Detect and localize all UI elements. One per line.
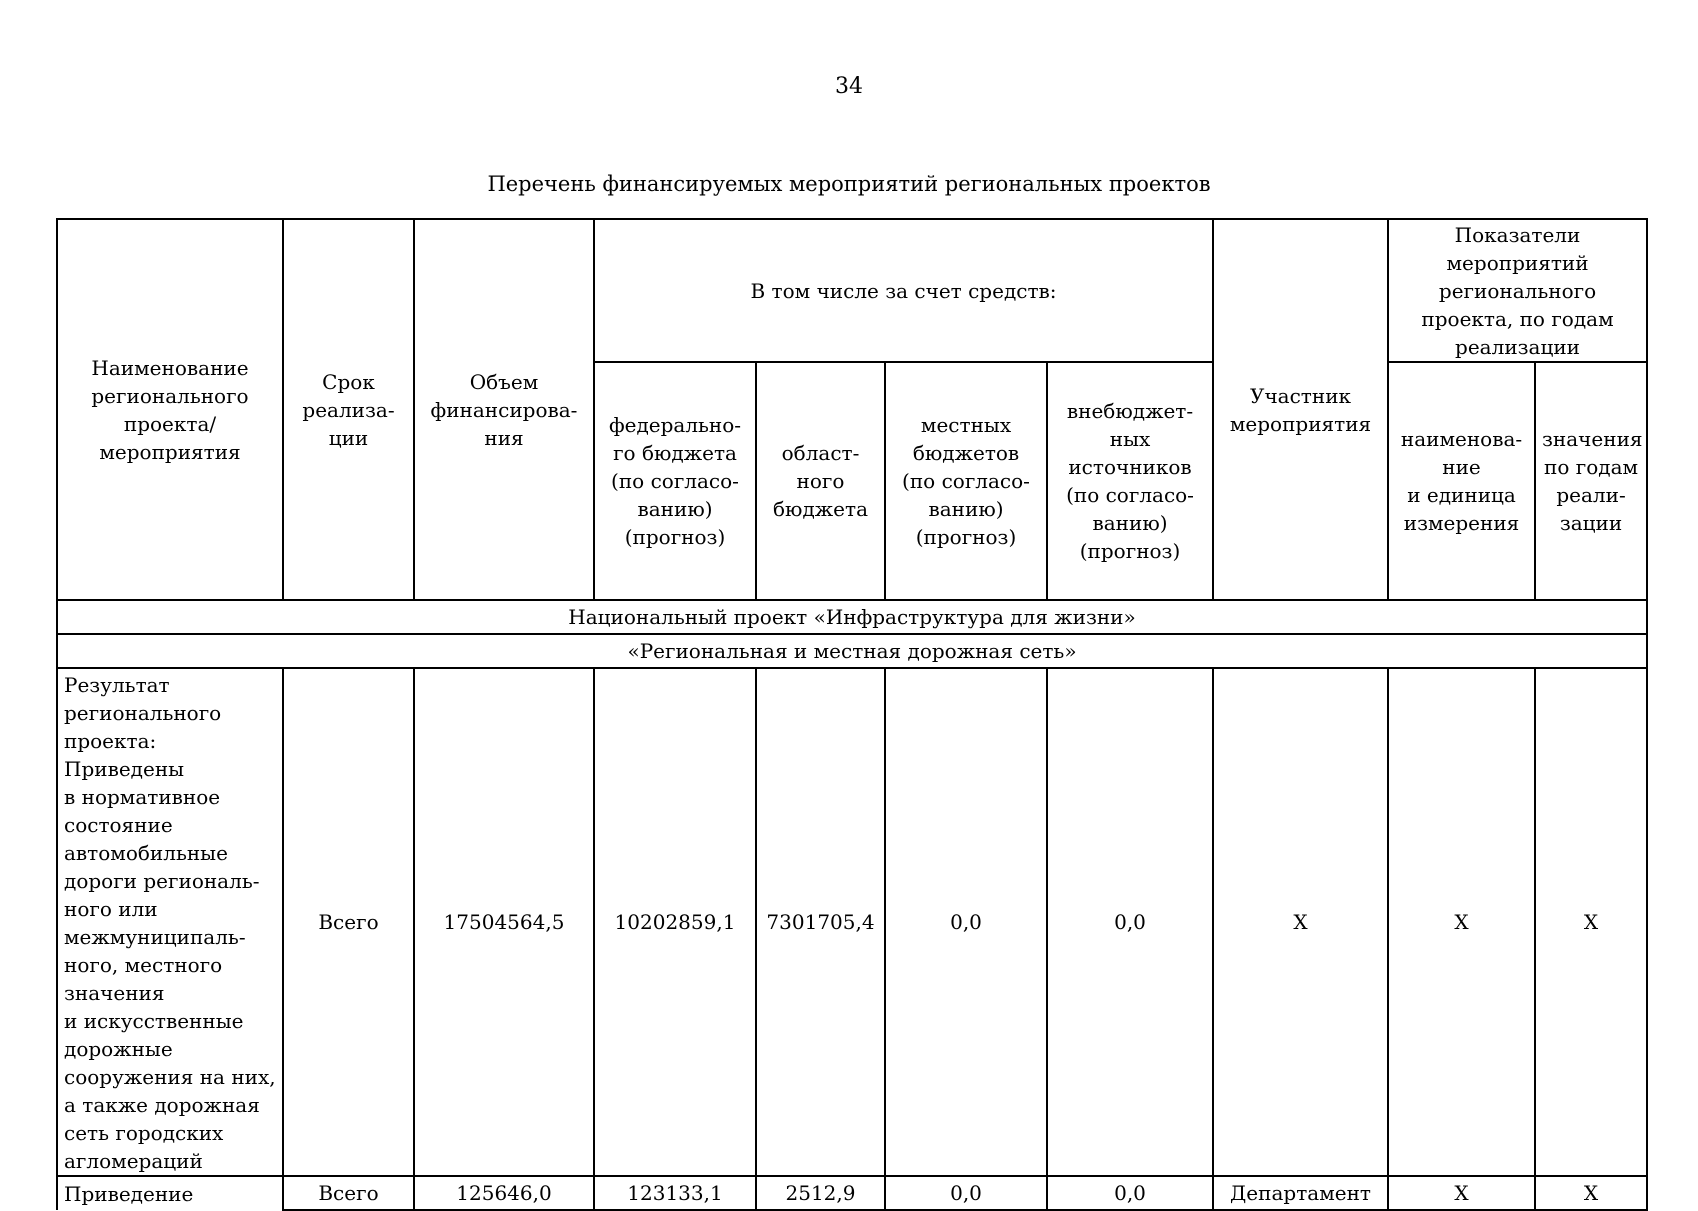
- page-number: 34: [835, 74, 863, 99]
- row-term: Всего: [283, 668, 414, 1176]
- row-indicator-values: X: [1535, 1176, 1647, 1210]
- header-name: Наименование регионального проекта/ мероприятия: [57, 219, 283, 600]
- row-federal: 10202859,1: [594, 668, 756, 1176]
- row-volume: 125646,0: [414, 1176, 594, 1210]
- row-regional: 2512,9: [756, 1176, 885, 1210]
- header-indicators: Показатели мероприятий регионального проекта, по годам реализации: [1388, 219, 1647, 362]
- header-indicator-values: значения по годам реали- зации: [1535, 362, 1647, 600]
- row-extrabudget: 0,0: [1047, 1176, 1213, 1210]
- table-row: [57, 1176, 1647, 1210]
- header-federal: федерально- го бюджета (по согласо- ванию) (прогноз): [594, 362, 756, 600]
- row-indicator-values: X: [1535, 668, 1647, 1176]
- row-volume: 17504564,5: [414, 668, 594, 1176]
- row-name: Результат регионального проекта: Приведены в нормативное состояние автомобильные дороги региональ- ного или межмуниципаль- ного, местного значения и искусственные дорожные сооружения на них, а также дорожная сеть городских агломераций: [57, 668, 283, 1176]
- row-indicator-name: X: [1388, 668, 1535, 1176]
- header-volume: Объем финансирова- ния: [414, 219, 594, 600]
- row-extrabudget: 0,0: [1047, 668, 1213, 1176]
- table-row: [57, 668, 1647, 1176]
- row-participant: Департамент: [1213, 1176, 1388, 1210]
- row-regional: 7301705,4: [756, 668, 885, 1176]
- header-including: В том числе за счет средств:: [594, 219, 1213, 362]
- row-term: Всего: [283, 1176, 414, 1210]
- document-title: Перечень финансируемых мероприятий региональных проектов: [487, 172, 1211, 196]
- row-name: Приведение: [57, 1176, 283, 1210]
- header-indicator-name: наименова- ние и единица измерения: [1388, 362, 1535, 600]
- row-indicator-name: X: [1388, 1176, 1535, 1210]
- header-local: местных бюджетов (по согласо- ванию) (прогноз): [885, 362, 1047, 600]
- row-local: 0,0: [885, 668, 1047, 1176]
- row-participant: X: [1213, 668, 1388, 1176]
- financing-table: [56, 218, 1648, 1211]
- header-participant: Участник мероприятия: [1213, 219, 1388, 600]
- row-federal: 123133,1: [594, 1176, 756, 1210]
- row-local: 0,0: [885, 1176, 1047, 1210]
- section-national-project: Национальный проект «Инфраструктура для жизни»: [57, 600, 1647, 634]
- header-extrabudget: внебюджет- ных источников (по согласо- ванию) (прогноз): [1047, 362, 1213, 600]
- header-term: Срок реализа- ции: [283, 219, 414, 600]
- header-regional: област- ного бюджета: [756, 362, 885, 600]
- section-regional-project: «Региональная и местная дорожная сеть»: [57, 634, 1647, 668]
